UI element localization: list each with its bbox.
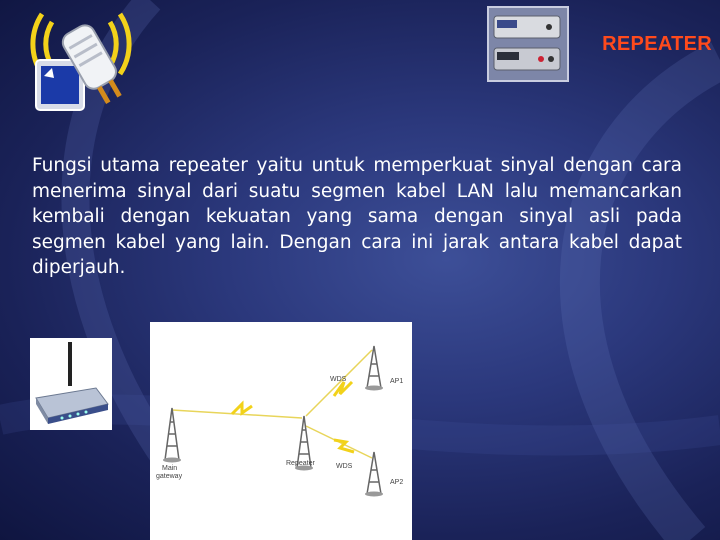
label-repeater: Repeater <box>286 460 315 467</box>
wireless-plug-icon <box>22 4 140 118</box>
link-main-repeater <box>172 410 302 418</box>
wireless-router-icon <box>30 338 112 430</box>
link-repeater-ap1 <box>306 350 372 416</box>
label-ap1: AP1 <box>390 378 404 385</box>
repeater-devices-photo <box>487 6 569 82</box>
tower-main-gateway <box>163 408 181 463</box>
slide-body-text: Fungsi utama repeater yaitu untuk memperkuat sinyal dengan cara menerima sinyal dari suatu segmen kabel LAN lalu memancarkan kembali dengan kekuatan yang sama dengan sinyal asli pada segmen kabel yang lain. Dengan cara ini jarak antara kabel dapat diperjauh. <box>32 155 682 278</box>
tower-ap1 <box>365 346 383 391</box>
label-ap2: AP2 <box>390 479 404 486</box>
label-main-line1: Main <box>162 465 178 472</box>
signal-bolt <box>334 382 352 396</box>
slide-title: REPEATER <box>602 33 712 55</box>
repeater-network-diagram <box>150 322 412 540</box>
label-main-line2: gateway <box>156 473 183 480</box>
label-wds-bottom: WDS <box>336 463 353 470</box>
signal-bolt <box>334 440 354 452</box>
tower-ap2 <box>365 452 383 497</box>
label-wds-top: WDS <box>330 376 347 383</box>
signal-bolt <box>232 404 252 414</box>
